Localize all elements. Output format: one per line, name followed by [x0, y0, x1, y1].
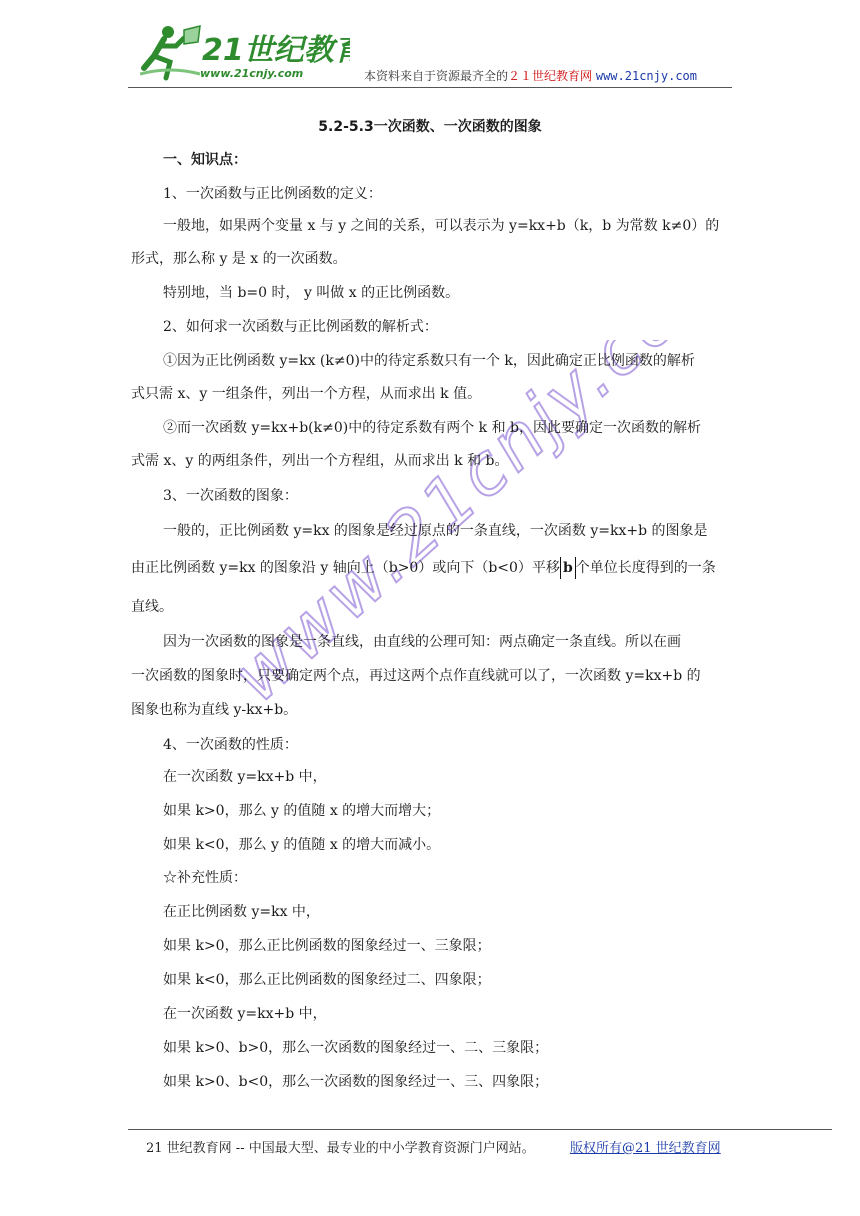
header-source-line [364, 67, 697, 84]
source-site-link[interactable]: ２１世纪教育网 [508, 69, 593, 83]
paragraph: ①因为正比例函数 y=kx (k≠0)中的待定系数只有一个 k，因此确定正比例函数的解析 [163, 353, 695, 369]
section-heading: 一、知识点： [163, 152, 247, 168]
paragraph: 式只需 x、y 一组条件，列出一个方程，从而求出 k 值。 [131, 386, 482, 402]
paragraph: 如果 k>0，那么 y 的值随 x 的增大而增大； [163, 803, 441, 819]
paragraph: 直线。 [131, 599, 173, 615]
paragraph: ②而一次函数 y=kx+b(k≠0)中的待定系数有两个 k 和 b，因此要确定一次函数的解析 [163, 420, 702, 436]
paragraph: 如果 k>0、b>0，那么一次函数的图象经过一、二、三象限； [163, 1040, 549, 1056]
paragraph: 式需 x、y 的两组条件，列出一个方程组，从而求出 k 和 b。 [131, 453, 509, 469]
paragraph: 2、如何求一次函数与正比例函数的解析式： [163, 319, 438, 335]
svg-text:www.21cnjy.com: www.21cnjy.com [230, 340, 670, 718]
paragraph: ☆补充性质： [163, 870, 247, 886]
paragraph: 因为一次函数的图象是一条直线，由直线的公理可知：两点确定一条直线。所以在画 [163, 634, 681, 650]
paragraph: 如果 k<0，那么正比例函数的图象经过二、四象限； [163, 972, 491, 988]
footer-divider [128, 1129, 832, 1130]
paragraph: 由正比例函数 y=kx 的图象沿 y 轴向上（b>0）或向下（b<0）平移 b 个单位长度得到的一条 [131, 557, 716, 579]
paragraph: 4、一次函数的性质： [163, 737, 298, 753]
site-logo [140, 22, 350, 84]
svg-text:21世纪教育: 21世纪教育 [202, 33, 350, 68]
paragraph: 形式，那么称 y 是 x 的一次函数。 [131, 251, 347, 267]
footer-text: 21 世纪教育网 -- 中国最大型、最专业的中小学教育资源门户网站。 [146, 1141, 535, 1156]
page-title: 5.2-5.3一次函数、一次函数的图象 [318, 119, 542, 135]
paragraph: 如果 k>0、b<0，那么一次函数的图象经过一、三、四象限； [163, 1074, 549, 1090]
source-prefix: 本资料来自于资源最齐全的 [364, 69, 509, 83]
absolute-value-b: b [560, 557, 576, 579]
paragraph: 一般地，如果两个变量 x 与 y 之间的关系，可以表示为 y=kx+b（k，b 为常数 k≠0）的 [163, 218, 720, 234]
paragraph: 在一次函数 y=kx+b 中， [163, 769, 327, 785]
paragraph: 在正比例函数 y=kx 中， [163, 904, 320, 920]
paragraph: 3、一次函数的图象： [163, 488, 298, 504]
paragraph: 在一次函数 y=kx+b 中， [163, 1006, 327, 1022]
paragraph: 一般的，正比例函数 y=kx 的图象是经过原点的一条直线，一次函数 y=kx+b 的图象是 [163, 523, 708, 539]
paragraph: 1、一次函数与正比例函数的定义： [163, 186, 382, 202]
source-url-link[interactable]: www.21cnjy.com [595, 69, 698, 83]
header-divider [128, 87, 732, 88]
paragraph: 图象也称为直线 y-kx+b。 [131, 702, 298, 718]
svg-text:www.21cnjy.com: www.21cnjy.com [200, 67, 304, 80]
paragraph: 特别地，当 b=0 时， y 叫做 x 的正比例函数。 [163, 285, 460, 301]
paragraph: 如果 k<0，那么 y 的值随 x 的增大而减小。 [163, 837, 441, 853]
paragraph: 一次函数的图象时，只要确定两个点，再过这两个点作直线就可以了，一次函数 y=kx+b 的 [131, 668, 701, 684]
copyright-link[interactable]: 版权所有@21 世纪教育网 [570, 1141, 721, 1156]
paragraph: 如果 k>0，那么正比例函数的图象经过一、三象限； [163, 938, 491, 954]
